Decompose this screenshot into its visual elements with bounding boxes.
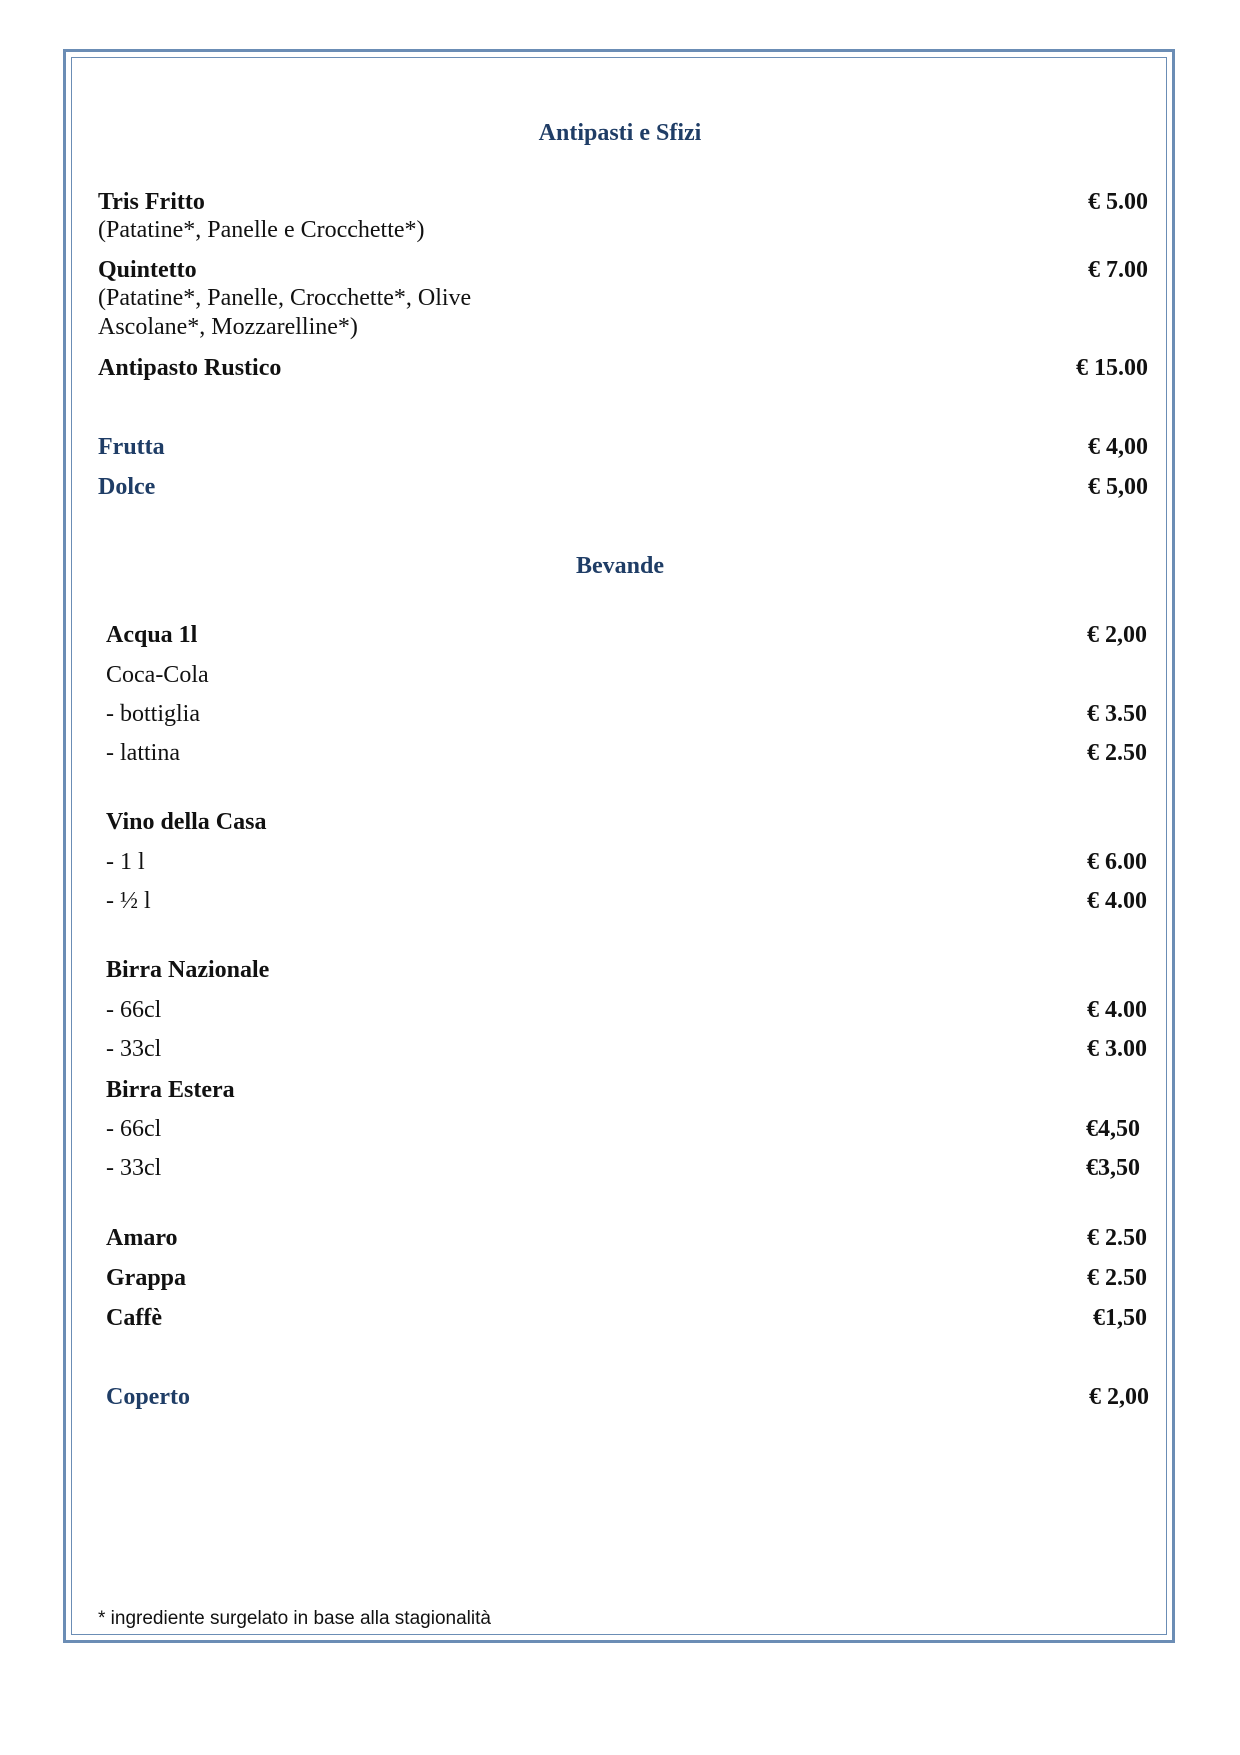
drink-option: - lattina xyxy=(106,740,180,766)
drink-name: Grappa xyxy=(106,1265,187,1291)
drink-name: Birra Nazionale xyxy=(106,957,270,983)
drink-option: - 66cl xyxy=(106,997,162,1023)
menu-item-name: Tris Fritto xyxy=(98,189,205,215)
section-title-bevande: Bevande xyxy=(575,553,664,579)
menu-item-description: (Patatine*, Panelle e Crocchette*) xyxy=(98,217,425,243)
drink-price: €1,50 xyxy=(1093,1305,1147,1331)
coperto-label: Coperto xyxy=(106,1384,190,1410)
drink-option: - 66cl xyxy=(106,1116,162,1142)
menu-item-name-frutta: Frutta xyxy=(98,434,165,460)
menu-item-description: (Patatine*, Panelle, Crocchette*, Olive Ascolane*, Mozzarelline*) xyxy=(98,285,472,340)
drink-option: - ½ l xyxy=(106,888,151,914)
drink-option: - bottiglia xyxy=(106,701,200,727)
drink-price: € 2.50 xyxy=(1087,1225,1147,1251)
drink-name: Acqua 1l xyxy=(106,622,198,648)
drink-option: - 33cl xyxy=(106,1036,162,1062)
drink-price: € 4.00 xyxy=(1087,888,1147,914)
drink-name: Coca-Cola xyxy=(106,662,209,688)
drink-name: Vino della Casa xyxy=(106,809,267,835)
drink-price: € 6.00 xyxy=(1087,849,1147,875)
drink-price: €3,50 xyxy=(1086,1155,1140,1181)
drink-name: Amaro xyxy=(106,1225,178,1251)
drink-name: Birra Estera xyxy=(106,1077,235,1103)
coperto-price: € 2,00 xyxy=(1089,1384,1149,1410)
footnote: * ingrediente surgelato in base alla stagionalità xyxy=(98,1608,491,1629)
drink-price: € 3.50 xyxy=(1087,701,1147,727)
drink-option: - 33cl xyxy=(106,1155,162,1181)
menu-item-price: € 5,00 xyxy=(1088,474,1148,500)
drink-price: € 4.00 xyxy=(1087,997,1147,1023)
drink-price: € 2.50 xyxy=(1087,1265,1147,1291)
section-title-antipasti: Antipasti e Sfizi xyxy=(538,120,702,146)
drink-price: € 2.50 xyxy=(1087,740,1147,766)
menu-item-price: € 7.00 xyxy=(1088,257,1148,283)
drink-price: € 3.00 xyxy=(1087,1036,1147,1062)
drink-price: €4,50 xyxy=(1086,1116,1140,1142)
menu-item-name: Quintetto xyxy=(98,257,197,283)
drink-price: € 2,00 xyxy=(1087,622,1147,648)
menu-item-price: € 4,00 xyxy=(1088,434,1148,460)
drink-name: Caffè xyxy=(106,1305,162,1331)
menu-item-name: Antipasto Rustico xyxy=(98,355,282,381)
menu-item-price: € 15.00 xyxy=(1076,355,1148,381)
menu-item-price: € 5.00 xyxy=(1088,189,1148,215)
drink-option: - 1 l xyxy=(106,849,145,875)
menu-item-name-dolce: Dolce xyxy=(98,474,156,500)
